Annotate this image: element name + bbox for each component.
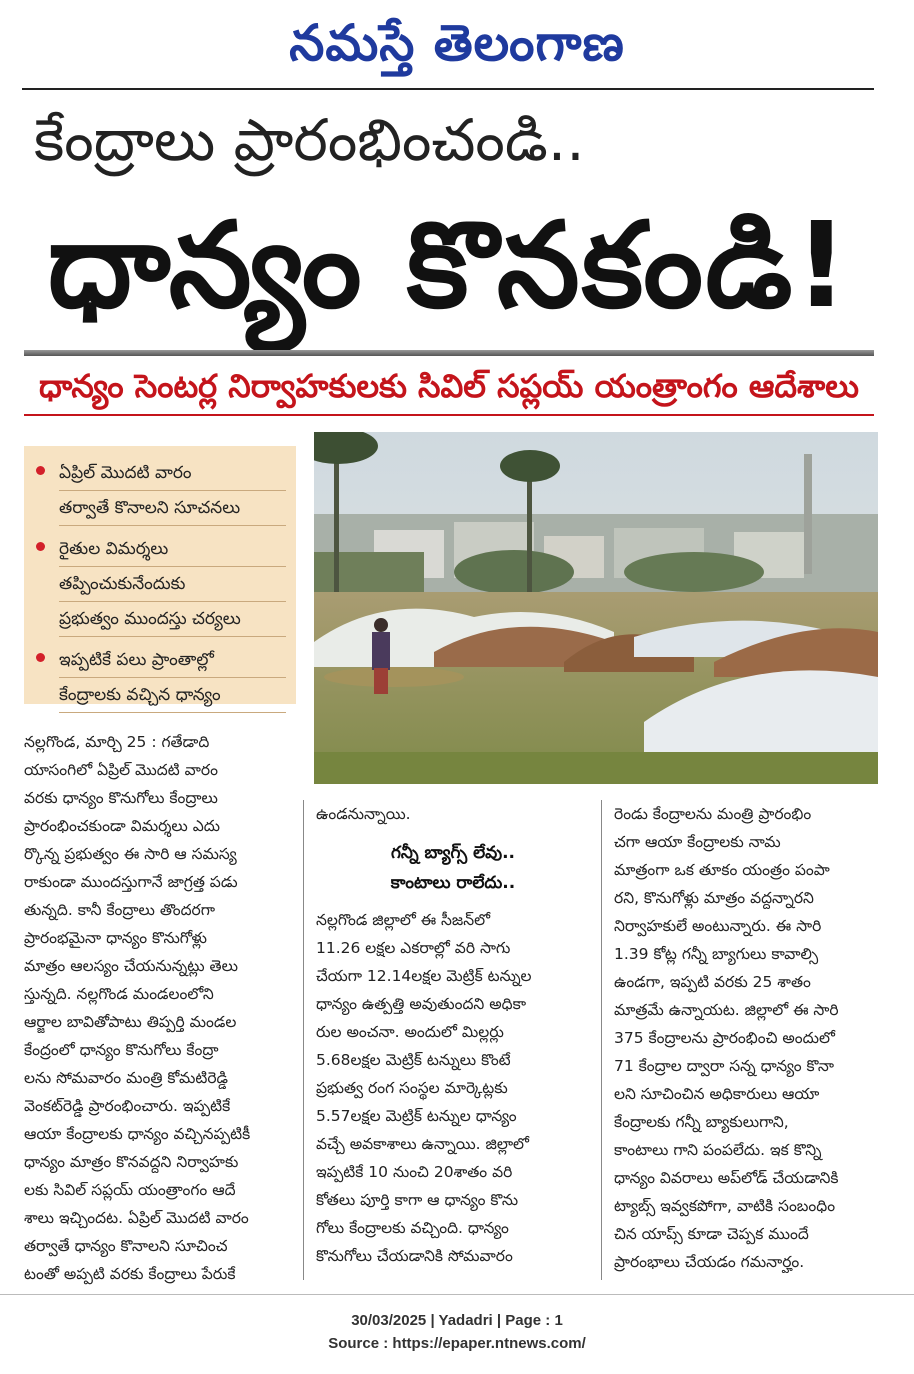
article-column-3 — [614, 800, 878, 1276]
highlight-line: ఏప్రిల్ మొదటి వారం — [59, 456, 286, 491]
article-line: నల్లగొండ, మార్చి 25 : గతేడాది — [24, 733, 210, 751]
highlights-box — [24, 446, 296, 704]
article-line: ప్రభుత్వ రంగ సంస్థల మార్కెట్లకు — [316, 1079, 508, 1097]
article-line: 71 కేంద్రాల ద్వారా సన్న ధాన్యం కొనా — [614, 1057, 834, 1075]
article-line: రెండు కేంద్రాలను మంత్రి ప్రారంభిం — [614, 805, 812, 823]
article-line: ప్రారంభమైనా ధాన్యం కొనుగోళ్లు — [24, 929, 207, 947]
article-line: నిర్వాహకులే అంటున్నారు. ఈ సారి — [614, 917, 822, 935]
bullet-icon — [36, 653, 45, 662]
subheadline-rule — [24, 414, 874, 416]
source-url: Source : https://epaper.ntnews.com/ — [328, 1335, 586, 1352]
article-line: రాకుండా ముందస్తుగానే జాగ్రత్త పడు — [24, 873, 238, 891]
article-line: 1.39 కోట్ల గన్నీ బ్యాగులు కావాల్సి — [614, 945, 819, 963]
article-line: టంతో అప్పటి వరకు కేంద్రాలు పేరుకే — [24, 1265, 236, 1283]
article-line: 5.68లక్షల మెట్రిక్ టన్నులు కొంటే — [316, 1051, 511, 1069]
article-line: వచ్చే అవకాశాలు ఉన్నాయి. జిల్లాలో — [316, 1135, 529, 1153]
highlight-line: తప్పించుకునేందుకు — [59, 567, 286, 602]
article-line: 11.26 లక్షల ఎకరాల్లో వరి సాగు — [316, 939, 511, 957]
article-line: రని, కొనుగోళ్లు మాత్రం వద్దన్నారని — [614, 889, 814, 907]
article-line: లని సూచించిన అధికారులు ఆయా — [614, 1085, 820, 1103]
article-line: ఆయా కేంద్రాలకు ధాన్యం వచ్చినప్పటికీ — [24, 1125, 251, 1143]
masthead-logo: నమస్తే తెలంగాణ — [289, 14, 625, 72]
article-line: ట్యాబ్స్ ఇవ్వకపోగా, వాటికి సంబంధిం — [614, 1197, 836, 1215]
column-divider — [303, 800, 304, 1280]
article-line: 375 కేంద్రాలను ప్రారంభించి అందులో — [614, 1029, 835, 1047]
article-line: స్తున్నది. నల్లగొండ మండలంలోని — [24, 985, 214, 1003]
article-line: యాసంగిలో ఏప్రిల్ మొదటి వారం — [24, 761, 218, 779]
crosshead: కాంటాలు రాలేదు.. — [390, 873, 516, 893]
article-line: లకు సివిల్ సప్లయ్ యంత్రాంగం ఆదే — [24, 1181, 236, 1199]
highlight-line: రైతుల విమర్శలు — [59, 532, 286, 567]
article-line: చగా ఆయా కేంద్రాలకు నామ — [614, 833, 781, 851]
article-headline: ధాన్యం కొనకండి! — [47, 196, 851, 334]
highlight-line: తర్వాతే కొనాలని సూచనలు — [59, 491, 286, 526]
article-line: తర్వాతే ధాన్యం కొనాలని సూచించ — [24, 1237, 228, 1255]
article-line: కేంద్రాలకు గన్నీ బ్యాకులుగాని, — [614, 1113, 789, 1131]
article-line: వెంకట్‌రెడ్డి ప్రారంభించారు. ఇప్పటికే — [24, 1097, 231, 1115]
highlight-line: ప్రభుత్వం ముందస్తు చర్యలు — [59, 602, 286, 637]
article-line: 5.57లక్షల మెట్రిక్ టన్నుల ధాన్యం — [316, 1107, 517, 1125]
highlight-item — [36, 456, 286, 526]
article-column-2 — [316, 800, 590, 1270]
article-line: ప్రారంభించకుండా విమర్శలు ఎదు — [24, 817, 221, 835]
article-line: ప్రారంభాలు చేయడం గమనార్హం. — [614, 1253, 805, 1271]
highlight-line: ఇప్పటికే పలు ప్రాంతాల్లో — [59, 643, 286, 678]
crosshead: గన్నీ బ్యాగ్స్ లేవు.. — [390, 843, 516, 863]
edition-info: 30/03/2025 | Yadadri | Page : 1 — [351, 1312, 563, 1329]
highlight-item — [36, 643, 286, 713]
article-line: ధాన్యం మాత్రం కొనవద్దని నిర్వాహకు — [24, 1153, 239, 1171]
article-line: మాత్రంగా ఒక తూకం యంత్రం పంపా — [614, 861, 830, 879]
paddy-heaps-photo — [314, 432, 878, 784]
article-line: కొనుగోలు చేయడానికి సోమవారం — [316, 1247, 513, 1265]
article-subheadline: ధాన్యం సెంటర్ల నిర్వాహకులకు సివిల్ సప్లయ్ యంత్రాంగం ఆదేశాలు — [39, 367, 859, 405]
highlight-line: కేంద్రాలకు వచ్చిన ధాన్యం — [59, 678, 286, 713]
article-line: ధాన్యం ఉత్పత్తి అవుతుందని అధికా — [316, 995, 527, 1013]
headline-divider — [24, 350, 874, 356]
article-line: ధాన్యం వివరాలు అప్‌లోడ్ చేయడానికి — [614, 1169, 839, 1187]
article-line: కేంద్రంలో ధాన్యం కొనుగోలు కేంద్రా — [24, 1041, 219, 1059]
article-line: లను సోమవారం మంత్రి కోమటిరెడ్డి — [24, 1069, 228, 1087]
article-column-1 — [24, 728, 294, 1288]
bullet-icon — [36, 542, 45, 551]
article-line: ఇప్పటికే 10 నుంచి 20శాతం వరి — [316, 1163, 513, 1181]
article-line: ఉండగా, ఇప్పటి వరకు 25 శాతం — [614, 973, 811, 991]
article-line: వరకు ధాన్యం కొనుగోలు కేంద్రాలు — [24, 789, 218, 807]
footer-rule — [0, 1294, 914, 1295]
article-line: తున్నది. కానీ కేంద్రాలు తొందరగా — [24, 901, 216, 919]
article-line: గోలు కేంద్రాలకు వచ్చింది. ధాన్యం — [316, 1219, 509, 1237]
article-line: రుల అంచనా. అందులో మిల్లర్లు — [316, 1023, 504, 1041]
article-line: కాంటాలు గాని పంపలేదు. ఇక కొన్ని — [614, 1141, 822, 1159]
column-divider — [601, 800, 602, 1280]
article-line: చేయగా 12.14లక్షల మెట్రిక్ టన్నుల — [316, 967, 532, 985]
article-line: ఉండనున్నాయి. — [316, 805, 411, 823]
bullet-icon — [36, 466, 45, 475]
highlight-item — [36, 532, 286, 637]
article-line: శాలు ఇచ్చిందట. ఏప్రిల్ మొదటి వారం — [24, 1209, 249, 1227]
article-line: ర్కొన్న ప్రభుత్వం ఈ సారి ఆ సమస్య — [24, 845, 237, 863]
article-line: నల్లగొండ జిల్లాలో ఈ సీజన్‌లో — [316, 911, 491, 929]
article-line: ఆర్జాల బావితోపాటు తిప్పర్తి మండల — [24, 1013, 237, 1031]
masthead-rule — [22, 88, 874, 90]
article-line: మాత్రమే ఉన్నాయట. జిల్లాలో ఈ సారి — [614, 1001, 839, 1019]
article-line: మాత్రం ఆలస్యం చేయనున్నట్లు తెలు — [24, 957, 238, 975]
article-line: చిన యాప్స్ కూడా చెప్పక ముందే — [614, 1225, 809, 1243]
article-line: కోతలు పూర్తి కాగా ఆ ధాన్యం కొను — [316, 1191, 519, 1209]
article-kicker: కేంద్రాలు ప్రారంభించండి.. — [34, 106, 585, 174]
